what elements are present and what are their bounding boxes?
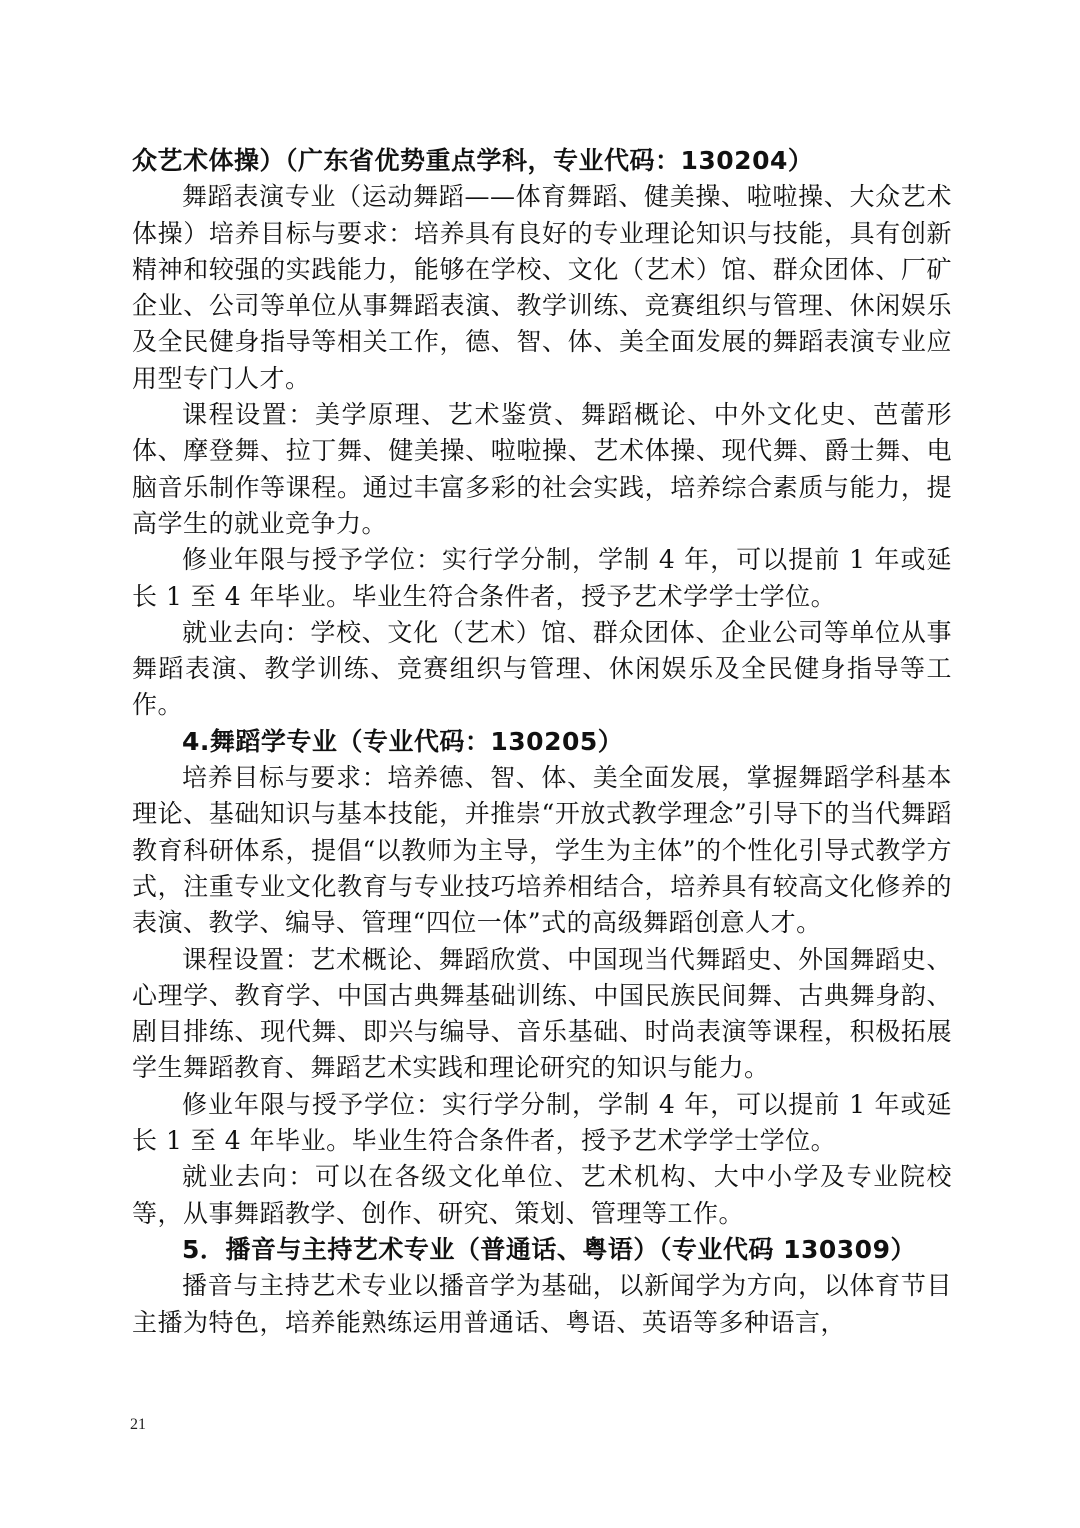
paragraph-dance-performance-duration: 修业年限与授予学位：实行学分制，学制 4 年，可以提前 1 年或延长 1 至 4 年毕业。毕业生符合条件者，授予艺术学学士学位。 xyxy=(132,545,952,611)
paragraph-dance-studies-goals: 培养目标与要求：培养德、智、体、美全面发展，掌握舞蹈学科基本理论、基础知识与基本技能，并推崇“开放式教学理念”引导下的当代舞蹈教育科研体系，提倡“以教师为主导，学生为主体”的个性化引导式教学方式，注重专业文化教育与专业技巧培养相结合，培养具有较高文化修养的表演、教学、编导、管理“四位一体”式的高级舞蹈创意人才。 xyxy=(132,763,952,938)
paragraph-dance-performance-employment: 就业去向：学校、文化（艺术）馆、群众团体、企业公司等单位从事舞蹈表演、教学训练、竞赛组织与管理、休闲娱乐及全民健身指导等工作。 xyxy=(132,617,952,720)
paragraph-dance-studies-duration: 修业年限与授予学位：实行学分制，学制 4 年，可以提前 1 年或延长 1 至 4 年毕业。毕业生符合条件者，授予艺术学学士学位。 xyxy=(132,1089,952,1156)
paragraph-broadcasting-intro: 播音与主持艺术专业以播音学为基础，以新闻学为方向，以体育节目主播为特色，培养能熟练运用普通话、粤语、英语等多种语言， xyxy=(132,1271,952,1337)
section-heading-broadcasting: 5．播音与主持艺术专业（普通话、粤语）（专业代码 130309） xyxy=(182,1234,916,1264)
document-body xyxy=(132,143,952,1341)
page-number: 21 xyxy=(130,1416,146,1433)
paragraph-dance-studies-courses: 课程设置：艺术概论、舞蹈欣赏、中国现当代舞蹈史、外国舞蹈史、心理学、教育学、中国古典舞基础训练、中国民族民间舞、古典舞身韵、剧目排练、现代舞、即兴与编导、音乐基础、时尚表演等课程，积极拓展学生舞蹈教育、舞蹈艺术实践和理论研究的知识与能力。 xyxy=(132,944,952,1083)
paragraph-dance-performance-goals: 舞蹈表演专业（运动舞蹈——体育舞蹈、健美操、啦啦操、大众艺术体操）培养目标与要求：培养具有良好的专业理论知识与技能，具有创新精神和较强的实践能力，能够在学校、文化（艺术）馆、群众团体、厂矿企业、公司等单位从事舞蹈表演、教学训练、竞赛组织与管理、休闲娱乐及全民健身指导等相关工作，德、智、体、美全面发展的舞蹈表演专业应用型专门人才。 xyxy=(132,182,952,393)
section-heading-dance-studies: 4.舞蹈学专业（专业代码：130205） xyxy=(182,726,624,756)
paragraph-dance-performance-courses: 课程设置：美学原理、艺术鉴赏、舞蹈概论、中外文化史、芭蕾形体、摩登舞、拉丁舞、健美操、啦啦操、艺术体操、现代舞、爵士舞、电脑音乐制作等课程。通过丰富多彩的社会实践，培养综合素质与能力，提高学生的就业竞争力。 xyxy=(132,400,952,538)
section-heading-continuation: 众艺术体操）（广东省优势重点学科，专业代码：130204） xyxy=(132,146,814,175)
paragraph-dance-studies-employment: 就业去向：可以在各级文化单位、艺术机构、大中小学及专业院校等，从事舞蹈教学、创作、研究、策划、管理等工作。 xyxy=(132,1162,952,1228)
